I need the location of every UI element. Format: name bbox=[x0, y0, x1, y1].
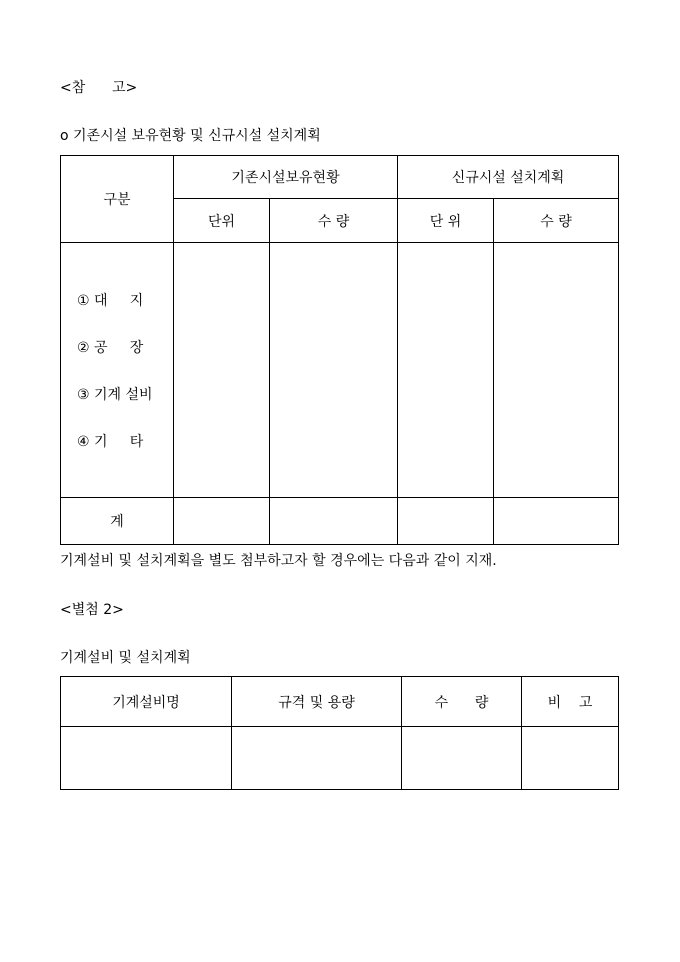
reference-heading: <참 고> bbox=[60, 80, 138, 96]
header-existing: 기존시설보유현황 bbox=[174, 156, 398, 199]
cell-remarks[interactable] bbox=[522, 727, 619, 790]
cell-qty-existing[interactable] bbox=[270, 243, 398, 498]
cell-quantity[interactable] bbox=[402, 727, 522, 790]
cell-spec-capacity[interactable] bbox=[232, 727, 402, 790]
cell-unit-existing[interactable] bbox=[174, 243, 270, 498]
item-factory: ② 공 장 bbox=[77, 339, 144, 356]
note-text: 기계설비 및 설치계획을 별도 첨부하고자 할 경우에는 다음과 같이 지재. bbox=[60, 553, 497, 569]
total-unit-new[interactable] bbox=[398, 498, 494, 545]
table2-title: 기계설비 및 설치계획 bbox=[60, 650, 191, 666]
total-unit-existing[interactable] bbox=[174, 498, 270, 545]
item-other: ④ 기 타 bbox=[77, 433, 144, 450]
col-spec-capacity: 규격 및 용량 bbox=[232, 677, 402, 727]
total-label: 계 bbox=[61, 498, 174, 545]
total-qty-existing[interactable] bbox=[270, 498, 398, 545]
section-title: ο 기존시설 보유현황 및 신규시설 설치계획 bbox=[60, 128, 321, 144]
sub-qty-existing: 수 량 bbox=[270, 199, 398, 243]
header-division: 구분 bbox=[61, 156, 174, 243]
cell-qty-new[interactable] bbox=[494, 243, 619, 498]
cell-machinery-name[interactable] bbox=[61, 727, 232, 790]
col-remarks: 비 고 bbox=[522, 677, 619, 727]
sub-unit-new: 단 위 bbox=[398, 199, 494, 243]
header-new: 신규시설 설치계획 bbox=[398, 156, 619, 199]
items-cell bbox=[61, 243, 174, 498]
col-quantity: 수 량 bbox=[402, 677, 522, 727]
item-machinery: ③ 기계 설비 bbox=[77, 386, 153, 403]
item-land: ① 대 지 bbox=[77, 292, 144, 309]
total-qty-new[interactable] bbox=[494, 498, 619, 545]
facilities-table bbox=[60, 155, 619, 545]
cell-unit-new[interactable] bbox=[398, 243, 494, 498]
sub-qty-new: 수 량 bbox=[494, 199, 619, 243]
machinery-table bbox=[60, 676, 619, 790]
sub-unit-existing: 단위 bbox=[174, 199, 270, 243]
attachment-heading: <별첨 2> bbox=[60, 602, 124, 618]
col-machinery-name: 기계설비명 bbox=[61, 677, 232, 727]
